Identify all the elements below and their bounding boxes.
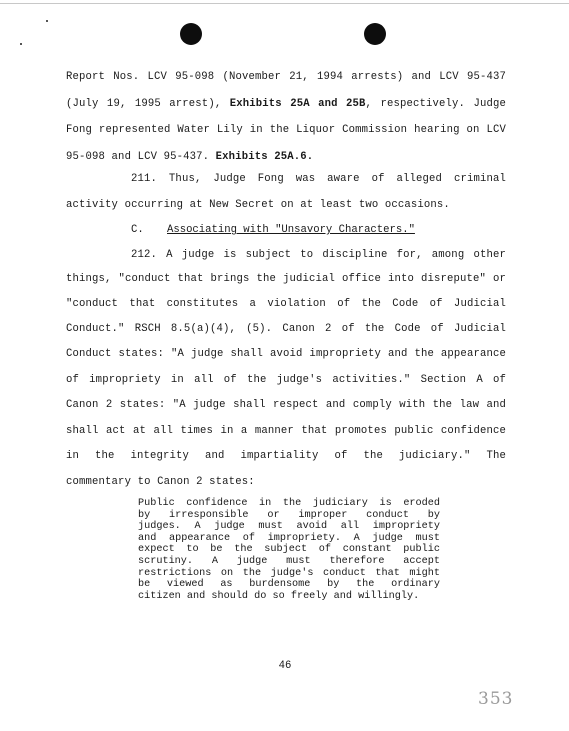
paragraph-212-line: shall act at all times in a manner that promotes public confidence: [66, 425, 506, 437]
paragraph-212-line: things, "conduct that brings the judicial office into disrepute" or: [66, 273, 506, 285]
paragraph-212-line: in the integrity and impartiality of the judiciary." The: [66, 450, 506, 462]
quote-line: scrutiny. A judge must therefore accept: [138, 555, 440, 567]
punch-hole-right: [364, 23, 386, 45]
quote-line: citizen and should do so freely and willingly.: [138, 590, 420, 602]
scan-top-edge: [0, 3, 569, 4]
exhibit-reference: Exhibits 25A.6.: [215, 151, 314, 163]
paragraph-212-line: Conduct states: "A judge shall avoid impropriety and the appearance: [66, 348, 506, 360]
quote-line: restrictions on the judge's conduct that might: [138, 567, 440, 579]
block-quote: [138, 498, 440, 602]
scan-speck: [20, 43, 22, 45]
quote-line: be viewed as burdensome by the ordinary: [138, 579, 440, 591]
body-text: (July 19, 1995 arrest),: [66, 98, 230, 110]
section-letter: C.: [131, 224, 144, 236]
paragraph-212-line: Conduct." RSCH 8.5(a)(4), (5). Canon 2 of the Code of Judicial: [66, 323, 506, 335]
bates-stamp: 353: [478, 689, 514, 709]
scan-speck: [46, 20, 48, 22]
paragraph-212-line: commentary to Canon 2 states:: [66, 476, 255, 488]
quote-line: Public confidence in the judiciary is eroded: [138, 498, 440, 509]
body-text: 95-098 and LCV 95-437.: [66, 151, 216, 163]
body-text: , respectively. Judge: [365, 98, 506, 110]
paragraph-212-line: Canon 2 states: "A judge shall respect and comply with the law and: [66, 399, 506, 411]
punch-hole-left: [180, 23, 202, 45]
body-line: [66, 150, 506, 164]
quote-line: by irresponsible or improper conduct by: [138, 509, 440, 521]
paragraph-211-line: 211. Thus, Judge Fong was aware of alleged criminal: [131, 173, 506, 185]
paragraph-212-line: 212. A judge is subject to discipline for, among other: [131, 249, 506, 261]
body-line: Fong represented Water Lily in the Liquor Commission hearing on LCV: [66, 124, 506, 136]
quote-line: expect to be the subject of constant public: [138, 544, 440, 556]
quote-line: judges. A judge must avoid all impropriety: [138, 521, 440, 533]
quote-line: and appearance of impropriety. A judge must: [138, 532, 440, 544]
body-line: Report Nos. LCV 95-098 (November 21, 1994 arrests) and LCV 95-437: [66, 71, 506, 83]
section-heading: Associating with "Unsavory Characters.": [167, 224, 415, 236]
paragraph-212-line: "conduct that constitutes a violation of the Code of Judicial: [66, 298, 506, 310]
body-line: [66, 97, 506, 111]
paragraph-211-line: activity occurring at New Secret on at least two occasions.: [66, 199, 450, 211]
page-number: 46: [278, 660, 292, 672]
paragraph-212-line: of impropriety in all of the judge's activities." Section A of: [66, 374, 506, 386]
exhibit-reference: Exhibits 25A and 25B: [229, 98, 366, 110]
